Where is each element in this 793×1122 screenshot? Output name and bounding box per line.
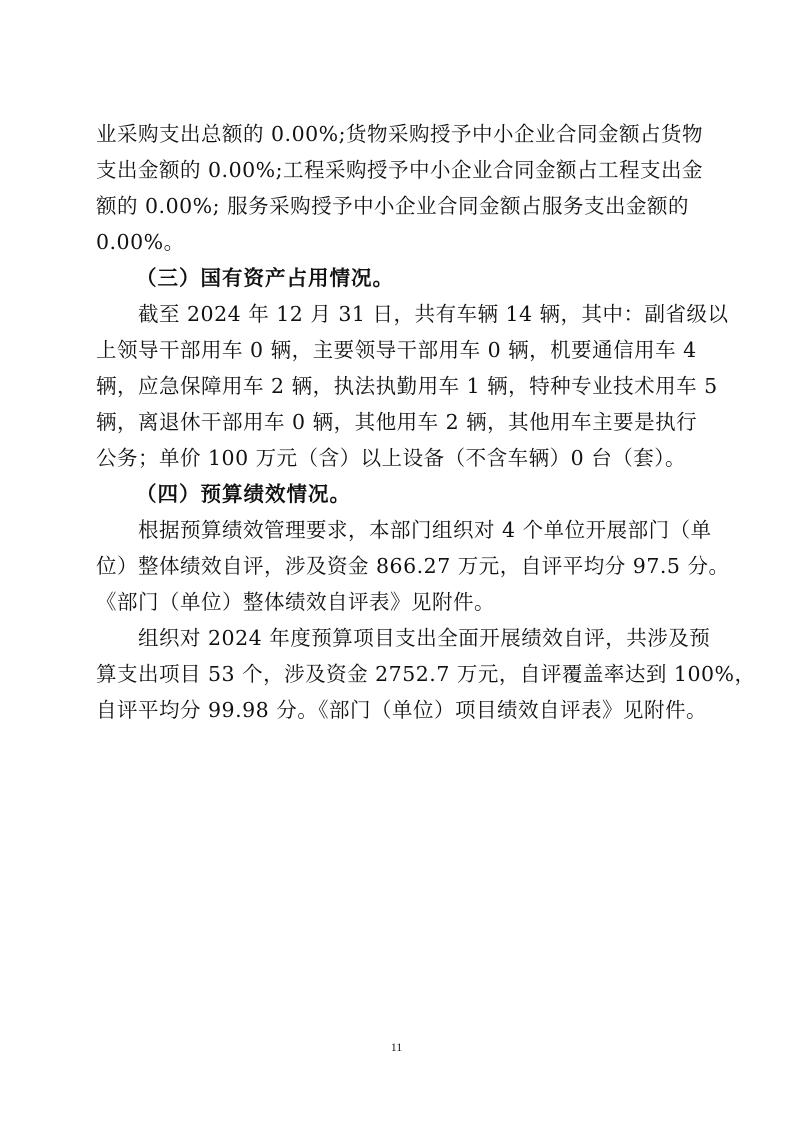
paragraph-line: 自评平均分 99.98 分。《部门（单位）项目绩效自评表》见附件。: [96, 698, 707, 722]
paragraph-line: 位）整体绩效自评，涉及资金 866.27 万元，自评平均分 97.5 分。: [96, 554, 730, 578]
paragraph-line: 上领导干部用车 0 辆，主要领导干部用车 0 辆，机要通信用车 4: [96, 338, 697, 362]
paragraph-line: 算支出项目 53 个，涉及资金 2752.7 万元，自评覆盖率达到 100%，: [96, 662, 756, 686]
paragraph-line: 截至 2024 年 12 月 31 日，共有车辆 14 辆，其中：副省级以: [138, 302, 729, 326]
page-number: 11: [390, 1040, 403, 1054]
paragraph-line: 辆，离退休干部用车 0 辆，其他用车 2 辆，其他用车主要是执行: [96, 410, 698, 434]
paragraph-line: 辆，应急保障用车 2 辆，执法执勤用车 1 辆，特种专业技术用车 5: [96, 374, 718, 398]
paragraph-line: 0.00%。: [96, 230, 185, 254]
paragraph-line: 《部门（单位）整体绩效自评表》见附件。: [96, 590, 495, 614]
paragraph-line: 根据预算绩效管理要求，本部门组织对 4 个单位开展部门（单: [138, 518, 712, 542]
paragraph-line: 额的 0.00%; 服务采购授予中小企业合同金额占服务支出金额的: [96, 194, 690, 218]
paragraph-line: 组织对 2024 年度预算项目支出全面开展绩效自评，共涉及预: [138, 626, 711, 650]
paragraph-line: 公务；单价 100 万元（含）以上设备（不含车辆）0 台（套）。: [96, 446, 686, 470]
section-heading-assets: （三）国有资产占用情况。: [136, 266, 394, 290]
paragraph-line: 业采购支出总额的 0.00%;货物采购授予中小企业合同金额占货物: [96, 122, 704, 146]
paragraph-line: 支出金额的 0.00%;工程采购授予中小企业合同金额占工程支出金: [96, 158, 704, 182]
section-heading-performance: （四）预算绩效情况。: [136, 482, 351, 506]
